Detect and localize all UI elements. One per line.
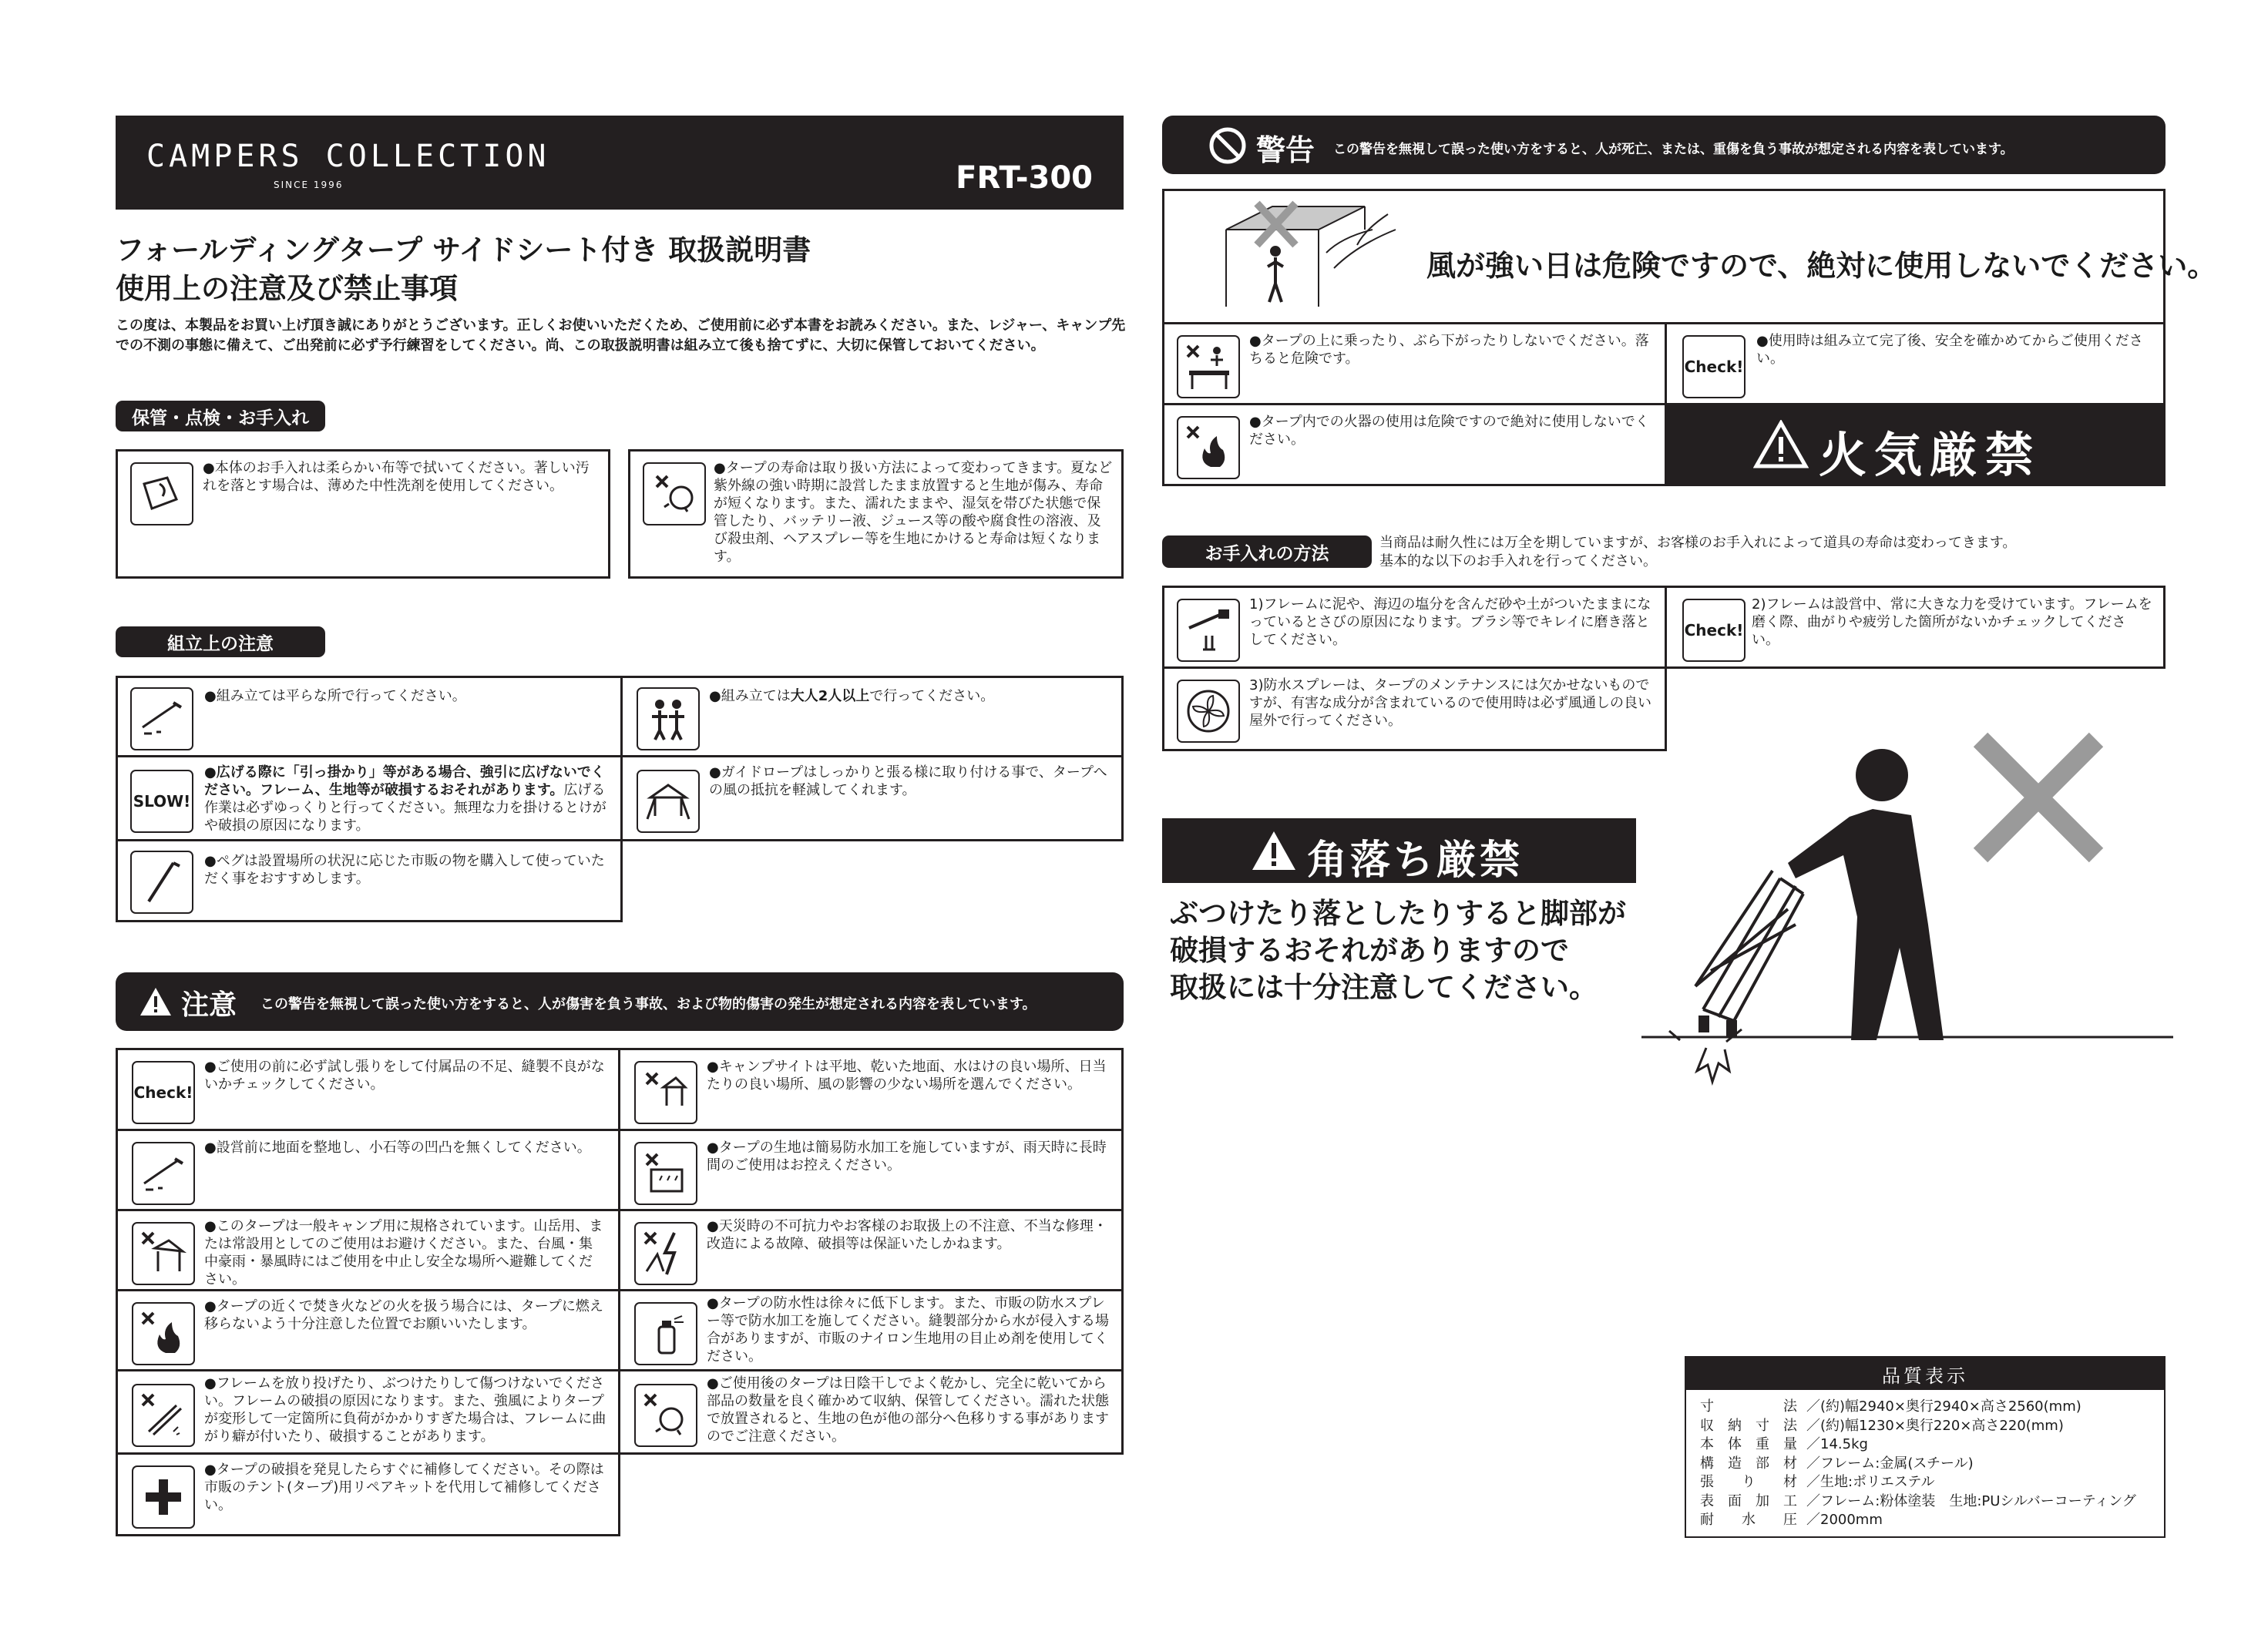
wind-tarp-illustration <box>1211 199 1411 314</box>
storage-box-2 <box>628 449 1124 579</box>
caution-text-5: ●このタープは一般キャンプ用に規格されています。山岳用、または常設用としてのご使用はお避けください。また、台風・集中豪雨・暴風時にはご使用を中止し安全な場所へ避難してください。 <box>204 1218 603 1287</box>
caution-row-3-right <box>618 1209 1124 1291</box>
corner-text-3: 取扱には十分注意してください。 <box>1170 971 1598 1004</box>
storage-box-1 <box>116 449 610 579</box>
assembly-text-2 <box>709 687 1110 705</box>
care-box-2 <box>1665 586 2166 669</box>
warning-desc: この警告を無視して誤った使い方をすると、人が死亡、または、重傷を負う事故が想定される内容を表しています。 <box>1333 142 2014 157</box>
warning-label: 警告 <box>1256 133 1315 167</box>
assembly-text-4: ●ガイドロープはしっかりと張る様に取り付ける事で、タープへの風の抵抗を軽減してくれます。 <box>709 764 1107 798</box>
caution-text-3: ●設営前に地面を整地し、小石等の凹凸を無くしてください。 <box>204 1140 591 1156</box>
fire-prohibited-text: 火気厳禁 <box>1819 427 2041 483</box>
caution-row-4-left <box>116 1289 620 1371</box>
caution-row-4-right <box>618 1289 1124 1371</box>
wind-warning-text: 風が強い日は危険ですので、絶対に使用しないでください。 <box>1426 249 2217 283</box>
level-ground-icon <box>132 1142 195 1205</box>
care-intro-1: 当商品は耐久性には万全を期していますが、お客様のお手入れによって道具の寿命は変わってきます。 <box>1379 535 2017 551</box>
brush-icon <box>1177 599 1240 662</box>
warning-text-1: ●タープの上に乗ったり、ぶら下がったりしないでください。落ちると危険です。 <box>1249 333 1649 367</box>
no-spray-icon <box>643 462 706 525</box>
storage-text-1: ●本体のお手入れは柔らかい布等で拭いてください。著しい汚れを落とす場合は、薄めた中性洗剤を使用してください。 <box>203 460 590 494</box>
no-fire-icon <box>1177 416 1240 479</box>
corner-text-2: 破損するおそれがありますので <box>1170 934 1569 967</box>
section-label-care: お手入れの方法 <box>1162 535 1372 568</box>
quality-row-value: ／2000mm <box>1806 1512 1883 1528</box>
quality-row <box>1700 1417 2162 1436</box>
warning-triangle-icon <box>139 986 173 1017</box>
corner-text-1: ぶつけたり落としたりすると脚部が <box>1170 897 1626 930</box>
no-throw-frame-icon <box>132 1384 195 1447</box>
cloth-wipe-icon <box>130 462 193 525</box>
fire-prohibited-banner <box>1665 403 2166 486</box>
care-box-1 <box>1162 586 1667 669</box>
corner-drop-banner <box>1162 818 1636 883</box>
assembly-box-4 <box>620 755 1124 841</box>
slow-icon <box>130 770 193 833</box>
waterproof-spray-icon <box>634 1302 697 1365</box>
no-rain-icon <box>634 1142 697 1205</box>
two-people-icon <box>637 687 700 750</box>
quality-row <box>1700 1435 2162 1455</box>
warning-box-2 <box>1665 322 2166 405</box>
quality-row-value: ／(約)幅1230×奥行220×高さ220(mm) <box>1806 1417 2064 1434</box>
corner-drop-label: 角落ち厳禁 <box>1307 838 1524 884</box>
assembly-text-2-post: で行ってください。 <box>869 688 995 704</box>
caution-row-2-left <box>116 1129 620 1211</box>
flat-ground-icon <box>130 687 193 750</box>
warning-box-1 <box>1162 322 1667 405</box>
caution-row-2-right <box>618 1129 1124 1211</box>
care-box-3 <box>1162 666 1667 751</box>
fire-warning-triangle-icon <box>1753 420 1809 469</box>
caution-row-1-left <box>116 1048 620 1131</box>
caution-text-2: ●キャンプサイトは平地、乾いた地面、水はけの良い場所、日当たりの良い場所、風の影響の少ない場所を選んでください。 <box>707 1059 1107 1093</box>
no-storm-icon <box>132 1222 195 1285</box>
slow-icon-text: SLOW! <box>133 792 191 811</box>
corner-warning-triangle-icon <box>1250 829 1298 872</box>
check-icon-text: Check! <box>1684 358 1744 376</box>
dry-before-storage-icon <box>634 1384 697 1447</box>
quality-row-value: ／フレーム:金属(スチール) <box>1806 1455 1974 1472</box>
brand-since: SINCE 1996 <box>274 180 344 190</box>
quality-row-value: ／14.5kg <box>1806 1436 1868 1452</box>
model-number: FRT-300 <box>956 160 1093 196</box>
caution-label: 注意 <box>181 989 237 1021</box>
no-fire-icon <box>132 1302 195 1365</box>
caution-text-11: ●タープの破損を発見したらすぐに補修してください。その際は市販のテント(タープ)用リペアキットを代用して補修してください。 <box>204 1462 604 1513</box>
quality-row-key: 寸 法 <box>1700 1398 1797 1415</box>
assembly-text-5: ●ペグは設置場所の状況に応じた市販の物を購入して使っていただく事をおすすめします。 <box>204 853 605 887</box>
assembly-text-2-pre: ●組み立ては <box>709 688 791 704</box>
check-icon <box>132 1061 195 1124</box>
storage-text-2: ●タープの寿命は取り扱い方法によって変わってきます。夏など紫外線の強い時期に設営したまま放置すると生地が傷み、寿命が短くなります。また、濡れたままや、湿気を帯びた状態で保管したり、バッテリー液、ジュース等の酸や腐食性の溶液、及び殺虫剤、ヘアスプレー等を生地にかけると寿命は短くなります。 <box>714 460 1113 565</box>
warning-box-3 <box>1162 403 1667 486</box>
caution-text-7: ●タープの近くで焚き火などの火を扱う場合には、タープに燃え移らないよう十分注意した位置でお願いいたします。 <box>204 1298 603 1332</box>
caution-row-3-left <box>116 1209 620 1291</box>
no-climb-icon <box>1177 335 1240 398</box>
caution-row-5-left <box>116 1369 620 1455</box>
assembly-box-1 <box>116 676 623 757</box>
warning-bar <box>1162 116 2166 174</box>
check-icon-text: Check! <box>133 1083 193 1102</box>
warning-text-3: ●タープ内での火器の使用は危険ですので絶対に使用しないでください。 <box>1249 414 1649 448</box>
caution-desc: この警告を無視して誤った使い方をすると、人が傷害を負う事故、および物的傷害の発生が想定される内容を表しています。 <box>260 996 1037 1012</box>
quality-row <box>1700 1511 2162 1530</box>
check-icon <box>1682 335 1746 398</box>
caution-text-8: ●タープの防水性は徐々に低下します。また、市販の防水スプレー等で防水加工を施してください。縫製部分から水が侵入する場合がありますが、市販のナイロン生地用の目止め剤を使用してください。 <box>707 1295 1109 1365</box>
no-lightning-icon <box>634 1222 697 1285</box>
check-icon-text: Check! <box>1684 621 1744 640</box>
assembly-text-3-rest: 広げる作業は必ずゆっくりと行ってください。無理な力を掛けるとけがや破損の原因になります。 <box>204 782 606 834</box>
prohibition-icon <box>1208 126 1247 165</box>
care-text-2: 2)フレームは設営中、常に大きな力を受けています。フレームを磨く際、曲がりや疲労した箇所がないかチェックしてください。 <box>1752 596 2152 648</box>
quality-row-key: 耐 水 圧 <box>1700 1512 1797 1528</box>
quality-rows <box>1700 1398 2162 1530</box>
wind-warning-box <box>1162 189 2217 324</box>
page-title: フォールディングタープ サイドシート付き 取扱説明書 <box>116 233 811 267</box>
quality-row-key: 本 体 重 量 <box>1700 1436 1797 1452</box>
quality-row <box>1700 1398 2162 1417</box>
header-bar <box>116 116 1124 210</box>
assembly-text-2-bold: 大人2人以上 <box>790 688 870 704</box>
peg-icon <box>130 851 193 914</box>
quality-title: 品質表示 <box>1882 1365 1968 1387</box>
intro-line2: での不測の事態に備えて、ご出発前に必ず予行練習をしてください。尚、この取扱説明書は組み立て後も捨てずに、大切に保管しておいてください。 <box>116 337 1045 354</box>
quality-row <box>1700 1455 2162 1474</box>
caution-bar <box>116 972 1124 1031</box>
assembly-text-3-bold: ●広げる際に「引っ掛かり」等がある場合、強引に広げないでください。フレーム、生地等が破損するおそれがあります。 <box>204 764 605 798</box>
quality-row <box>1700 1492 2162 1512</box>
guy-rope-icon <box>637 770 700 833</box>
quality-title-bar <box>1686 1358 2164 1390</box>
repair-plus-icon <box>132 1465 195 1529</box>
assembly-box-5 <box>116 839 623 922</box>
warning-text-2: ●使用時は組み立て完了後、安全を確かめてからご使用ください。 <box>1756 333 2143 367</box>
no-bad-site-icon <box>634 1061 697 1124</box>
quality-table <box>1685 1356 2166 1538</box>
caution-row-6-left <box>116 1452 620 1536</box>
quality-row-key: 収 納 寸 法 <box>1700 1417 1797 1434</box>
assembly-box-2 <box>620 676 1124 757</box>
quality-row-value: ／生地:ポリエステル <box>1806 1474 1935 1490</box>
brand-logo: CAMPERS COLLECTION <box>146 139 550 174</box>
caution-row-1-right <box>618 1048 1124 1131</box>
quality-row-key: 表 面 加 工 <box>1700 1492 1797 1509</box>
caution-text-1: ●ご使用の前に必ず試し張りをして付属品の不足、縫製不良がないかチェックしてください。 <box>204 1059 605 1093</box>
care-text-3: 3)防水スプレーは、タープのメンテナンスには欠かせないものですが、有害な成分が含まれているので使用時は必ず風通しの良い屋外で行ってください。 <box>1249 677 1651 729</box>
ventilation-fan-icon <box>1177 680 1240 743</box>
intro-line1: この度は、本製品をお買い上げ頂き誠にありがとうございます。正しくお使いいただくため、ご使用前に必ず本書をお読みください。また、レジャー、キャンプ先 <box>116 317 1126 334</box>
section-label-storage: 保管・点検・お手入れ <box>116 401 325 431</box>
caution-text-9: ●フレームを放り投げたり、ぶつけたりして傷つけないでください。フレームの破損の原因になります。また、強風によりタープが変形して一定箇所に負荷がかかりすぎた場合は、フレームに曲がり癖が付いたり、破損することがあります。 <box>204 1375 606 1445</box>
quality-row-value: ／フレーム:粉体塗装 生地:PUシルバーコーティング <box>1806 1492 2136 1509</box>
dropping-frame-illustration <box>1641 724 2173 1086</box>
page-subtitle: 使用上の注意及び禁止事項 <box>116 272 458 305</box>
assembly-text-1: ●組み立ては平らな所で行ってください。 <box>204 688 466 704</box>
quality-row <box>1700 1473 2162 1492</box>
caution-text-6: ●天災時の不可抗力やお客様のお取扱上の不注意、不当な修理・改造による故障、破損等は保証いたしかねます。 <box>707 1218 1107 1252</box>
quality-row-value: ／(約)幅2940×奥行2940×高さ2560(mm) <box>1806 1398 2082 1415</box>
assembly-text-3 <box>204 764 614 834</box>
care-intro-2: 基本的な以下のお手入れを行ってください。 <box>1379 553 1657 569</box>
care-text-1: 1)フレームに泥や、海辺の塩分を含んだ砂や土がついたままになっているとさびの原因になります。ブラシ等でキレイに磨き落としてください。 <box>1249 596 1651 648</box>
assembly-box-3 <box>116 755 623 841</box>
caution-text-10: ●ご使用後のタープは日陰干しでよく乾かし、完全に乾いてから部品の数量を良く確かめて収納、保管してください。濡れた状態で放置されると、生地の色が他の部分へ色移りする事がありますのでご注意ください。 <box>707 1375 1109 1445</box>
check-icon <box>1682 599 1746 662</box>
section-label-assembly: 組立上の注意 <box>116 626 325 657</box>
caution-text-4: ●タープの生地は簡易防水加工を施していますが、雨天時に長時間のご使用はお控えください。 <box>707 1140 1107 1173</box>
caution-row-5-right <box>618 1369 1124 1455</box>
quality-row-key: 構 造 部 材 <box>1700 1455 1797 1472</box>
quality-row-key: 張 り 材 <box>1700 1474 1797 1490</box>
